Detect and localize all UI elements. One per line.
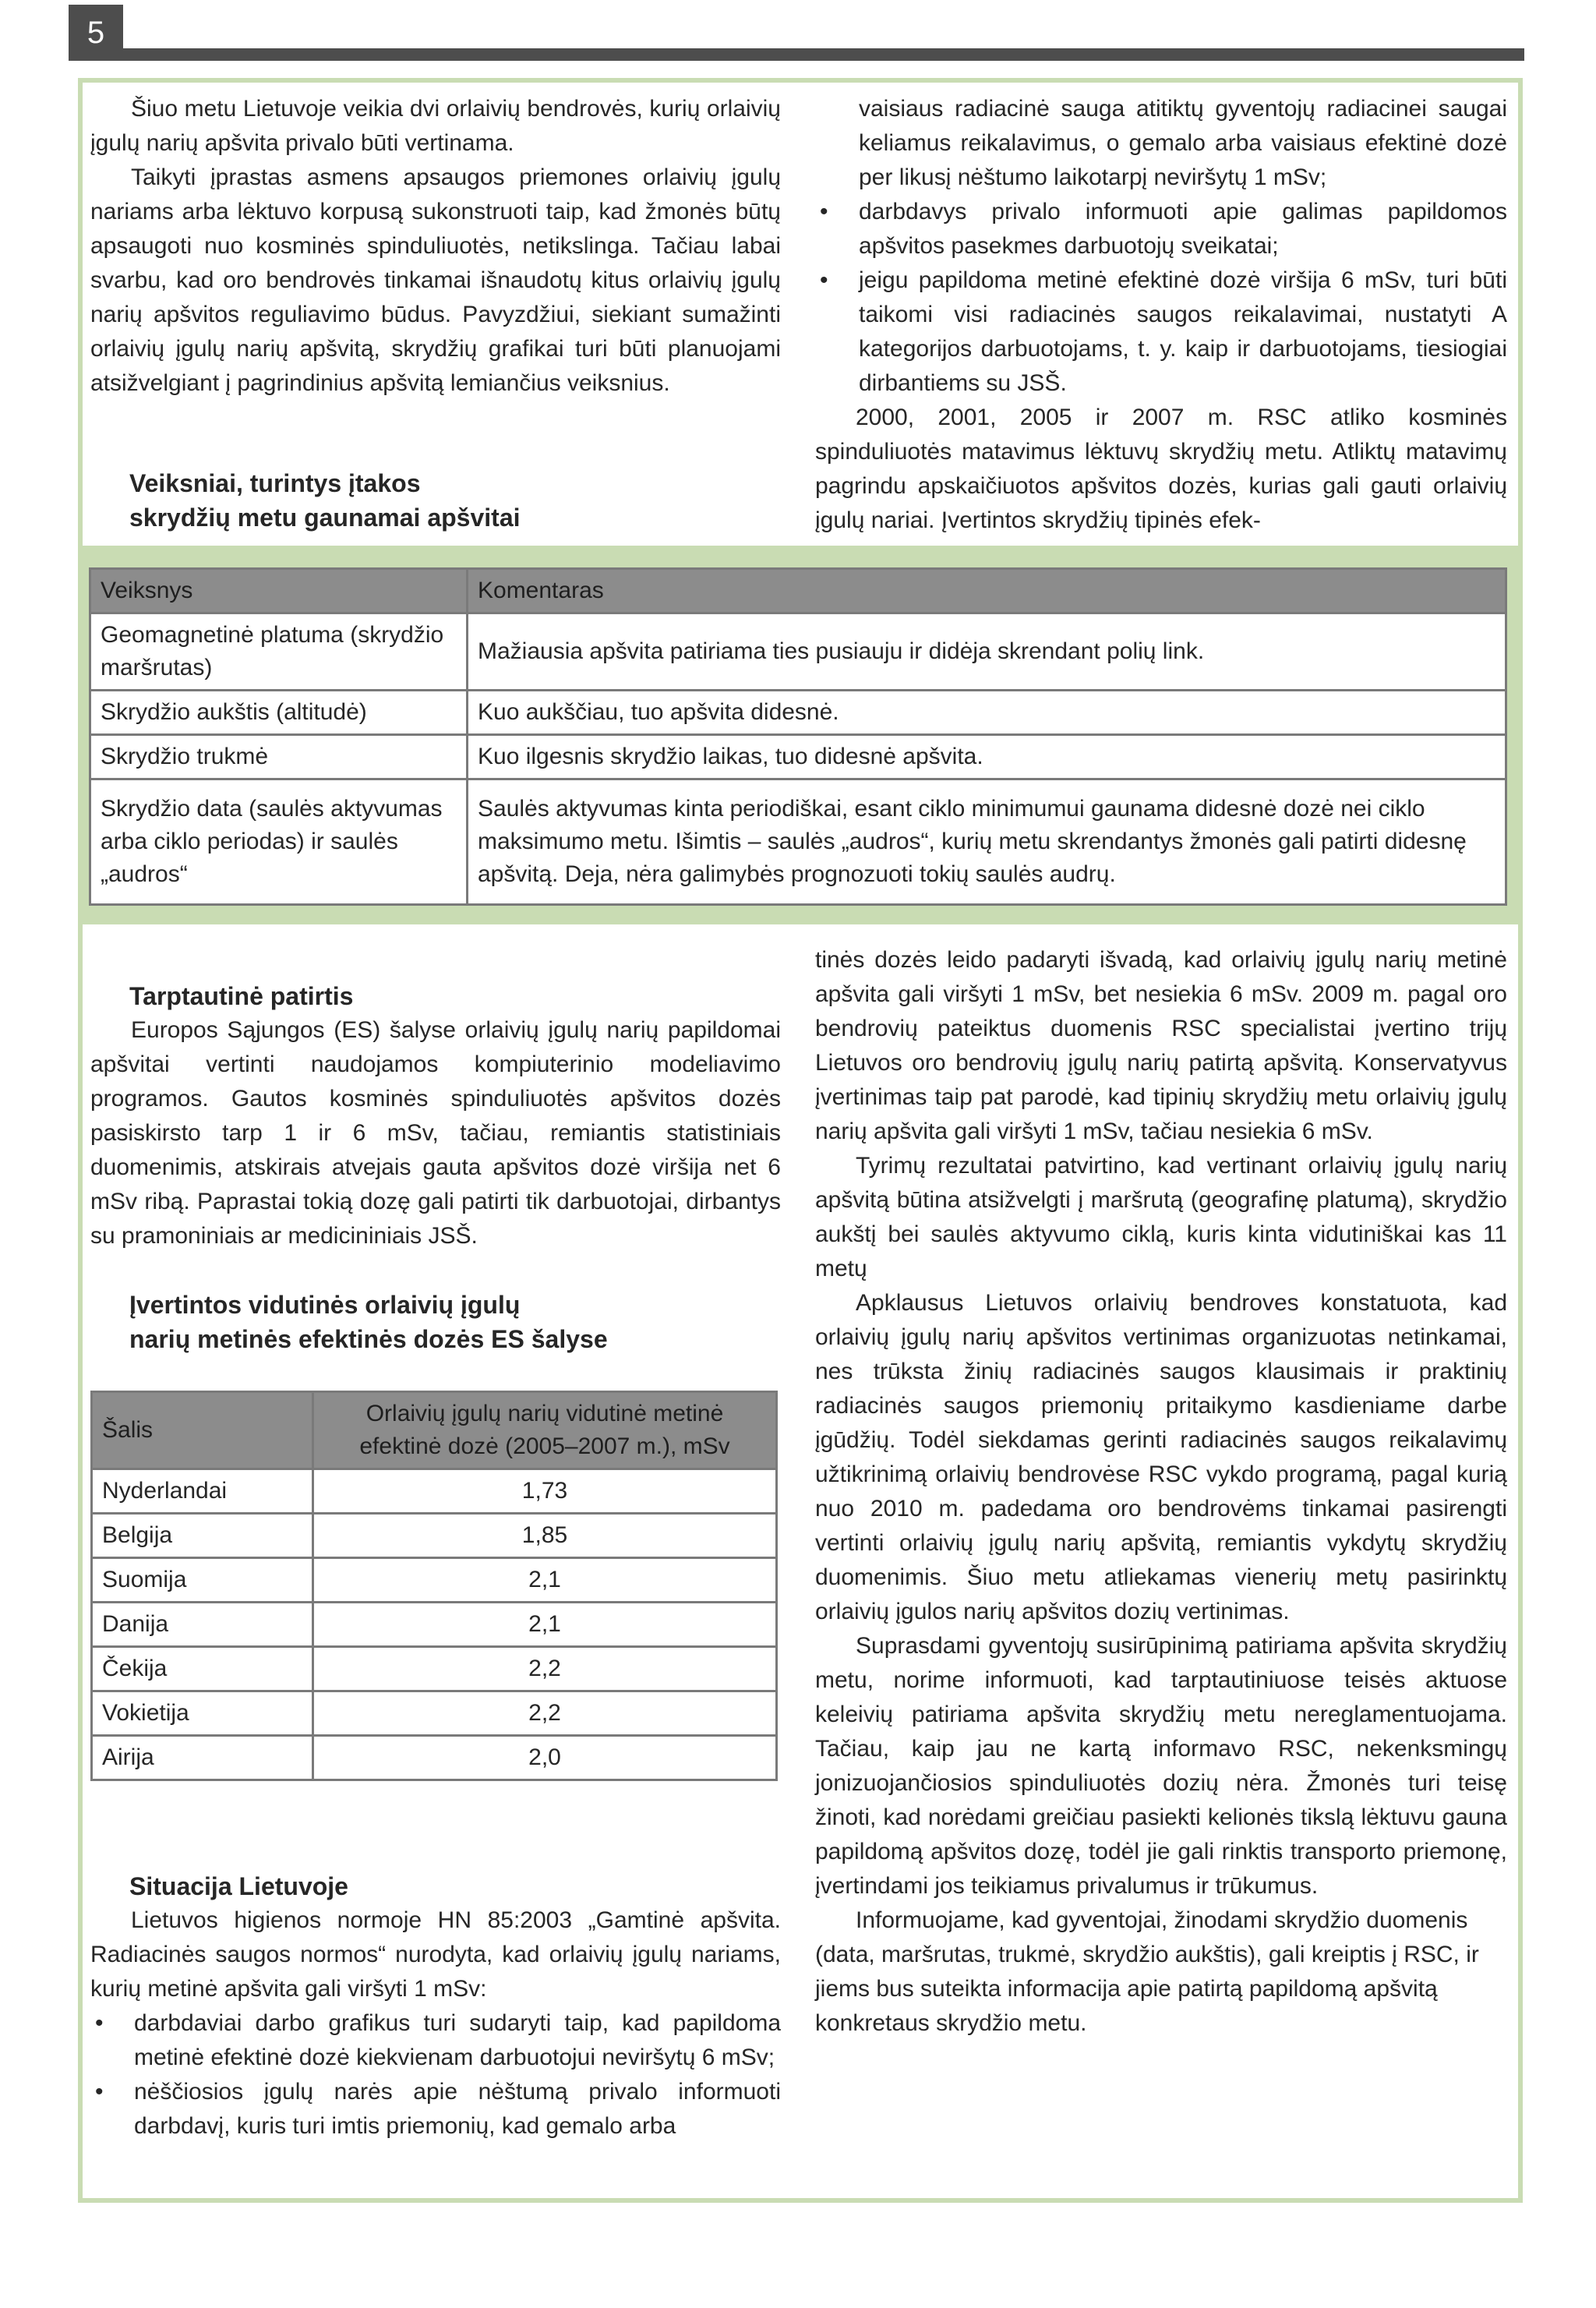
header-rule bbox=[69, 48, 1524, 61]
dose-cell: 1,85 bbox=[313, 1514, 777, 1558]
table-cell: Saulės aktyvumas kinta periodiškai, esant ciklo minimumui gaunama didesnė dozė nei ciklo maksimumo metu. Išimtis – saulės „audros“, kurių metu skrendantys žmonės gali patirti didesnę apšvitą. Deja, nėra galimybės prognozuoti tokių saulės audrų. bbox=[468, 779, 1506, 905]
country-cell: Suomija bbox=[92, 1558, 313, 1603]
table-cell: Kuo ilgesnis skrydžio laikas, tuo didesnė apšvita. bbox=[468, 735, 1506, 779]
section-lithuania-heading: Situacija Lietuvoje bbox=[129, 1872, 348, 1900]
dose-cell: 2,2 bbox=[313, 1691, 777, 1736]
column-header: Komentaras bbox=[468, 569, 1506, 613]
factors-table bbox=[89, 567, 1507, 906]
column-header: Veiksnys bbox=[90, 569, 468, 613]
paragraph: Informuojame, kad gyventojai, žinodami skrydžio duomenis (data, maršrutas, trukmė, skrydžio aukštis), gali kreiptis į RSC, ir jiems bus suteikta informacija apie patirtą papildomą apšvitą konkretaus skrydžio metu. bbox=[815, 1907, 1479, 2036]
paragraph: tinės dozės leido padaryti išvadą, kad orlaivių įgulų narių metinė apšvita gali viršyti 1 mSv, bet nesiekia 6 mSv. 2009 m. pagal oro bendrovių pateiktus duomenis RSC specialistai įvertino trijų Lietuvos oro bendrovių įgulų narių patirtą apšvitą. Konservatyvus įvertinimas taip pat parodė, kad tipinių skrydžių metu orlaivių įgulų narių apšvita gali viršyti 1 mSv, tačiau nesiekia 6 mSv. bbox=[815, 947, 1507, 1144]
section-international-heading: Tarptautinė patirtis bbox=[129, 982, 354, 1010]
country-cell: Belgija bbox=[92, 1514, 313, 1558]
table-cell: Skrydžio aukštis (altitudė) bbox=[90, 691, 468, 735]
paragraph: Taikyti įprastas asmens apsaugos priemones orlaivių įgulų nariams arba lėktuvo korpusą sukonstruoti taip, kad žmonės būtų apsaugoti nuo kosminės spinduliuotės, netikslinga. Tačiau labai svarbu, kad oro bendrovės tinkamai išnaudotų kitus orlaivių įgulų narių apšvitos reguliavimo būdus. Pavyzdžiui, siekiant sumažinti orlaivių įgulų narių apšvitą, skrydžių grafikai turi būti planuojami atsižvelgiant į pagrindinius apšvitą lemiančius veiksnius. bbox=[90, 164, 781, 396]
dose-cell: 2,1 bbox=[313, 1558, 777, 1603]
right-column-top bbox=[815, 92, 1507, 538]
dose-cell: 1,73 bbox=[313, 1469, 777, 1514]
country-cell: Airija bbox=[92, 1736, 313, 1780]
table-cell: Mažiausia apšvita patiriama ties pusiauju ir didėja skrendant polių link. bbox=[468, 613, 1506, 691]
bullet-list bbox=[90, 2006, 781, 2144]
paragraph: Lietuvos higienos normoje HN 85:2003 „Gamtinė apšvita. Radiacinės saugos normos“ nurodyta, kad orlaivių įgulų nariams, kurių metinė apšvita gali viršyti 1 mSv: bbox=[90, 1907, 781, 2002]
table-row bbox=[90, 735, 1506, 779]
table-row bbox=[90, 613, 1506, 691]
column-header: Orlaivių įgulų narių vidutinė metinė efektinė dozė (2005–2007 m.), mSv bbox=[313, 1392, 777, 1469]
paragraph: Šiuo metu Lietuvoje veikia dvi orlaivių bendrovės, kurių orlaivių įgulų narių apšvita privalo būti vertinama. bbox=[90, 96, 781, 156]
table-row bbox=[92, 1736, 777, 1780]
column-header: Šalis bbox=[92, 1392, 313, 1469]
country-cell: Danija bbox=[92, 1603, 313, 1647]
table-cell: Kuo aukščiau, tuo apšvita didesnė. bbox=[468, 691, 1506, 735]
country-cell: Nyderlandai bbox=[92, 1469, 313, 1514]
paragraph: Apklausus Lietuvos orlaivių bendroves konstatuota, kad orlaivių įgulų narių apšvitos vertinimas organizuotas netinkamai, nes trūksta žinių radiacinės saugos klausimais ir praktinių radiacinės saugos priemonių pritaikymo kasdieniame darbe įgūdžių. Todėl siekdamas gerinti radiacinės saugos reikalavimų užtikrinimą orlaivių bendrovėse RSC vykdo programą, pagal kurią nuo 2010 m. padedama oro bendrovėms tinkamai pasirengti vertinti orlaivių įgulų narių apšvitą, remiantis vykdytų skrydžių duomenimis. Šiuo metu atliekamas vienerių metų pasirinktų orlaivių įgulos narių apšvitos dozių vertinimas. bbox=[815, 1290, 1507, 1624]
paragraph: 2000, 2001, 2005 ir 2007 m. RSC atliko kosminės spinduliuotės matavimus lėktuvų skrydžių metu. Atliktų matavimų pagrindu apskaičiuotos apšvitos dozės, kurias gali gauti orlaivių įgulų nariai. Įvertintos skrydžių tipinės efek- bbox=[815, 405, 1507, 533]
table-cell: Geomagnetinė platuma (skrydžio maršrutas) bbox=[90, 613, 468, 691]
table-row bbox=[92, 1603, 777, 1647]
dose-cell: 2,2 bbox=[313, 1647, 777, 1691]
dose-cell: 2,1 bbox=[313, 1603, 777, 1647]
right-column-bottom bbox=[815, 943, 1507, 2041]
table-row bbox=[92, 1691, 777, 1736]
paragraph: Tyrimų rezultatai patvirtino, kad vertinant orlaivių įgulų narių apšvitą būtina atsižvelgti į maršrutą (geografinę platumą), skrydžio aukštį bei saulės aktyvumo ciklą, kuris kinta vidutiniškai kas 11 metų bbox=[815, 1153, 1507, 1281]
country-cell: Čekija bbox=[92, 1647, 313, 1691]
country-cell: Vokietija bbox=[92, 1691, 313, 1736]
table-cell: Skrydžio trukmė bbox=[90, 735, 468, 779]
paragraph: Europos Sąjungos (ES) šalyse orlaivių įgulų narių papildomai apšvitai vertinti naudojamos kompiuterinio modeliavimo programos. Gautos kosminės spinduliuotės apšvitos dozės pasiskirsto tarp 1 ir 6 mSv, tačiau, remiantis statistiniais duomenimis, atskirais atvejais gauta apšvitos dozė viršija net 6 mSv ribą. Paprastai tokią dozę gali patirti tik darbuotojai, dirbantys su pramoniniais ar medicininiais JSŠ. bbox=[90, 1017, 781, 1249]
table-cell: Skrydžio data (saulės aktyvumas arba ciklo periodas) ir saulės „audros“ bbox=[90, 779, 468, 905]
page-number: 5 bbox=[69, 5, 123, 61]
table-row bbox=[92, 1514, 777, 1558]
list-item: • nėščiosios įgulų narės apie nėštumą privalo informuoti darbdavį, kuris turi imtis priemonių, kad gemalo arba bbox=[134, 2075, 781, 2144]
international-text bbox=[90, 1013, 781, 1253]
section-factors-heading: Veiksniai, turintys įtakos skrydžių metu gaunamai apšvitai bbox=[129, 469, 521, 532]
section-doses-heading: Įvertintos vidutinės orlaivių įgulų narių metinės efektinės dozės ES šalyse bbox=[129, 1291, 608, 1353]
table-row bbox=[92, 1558, 777, 1603]
list-item: • jeigu papildoma metinė efektinė dozė viršija 6 mSv, turi būti taikomi visi radiacinės saugos reikalavimai, nustatyti A kategorijos darbuotojams, t. y. kaip ir darbuotojams, tiesiogiai dirbantiems su JSŠ. bbox=[859, 263, 1507, 401]
paragraph: Suprasdami gyventojų susirūpinimą patiriama apšvita skrydžių metu, norime informuoti, kad tarptautiniuose teisės aktuose keleivių patiriama apšvita skrydžių metu nereglamentuojama. Tačiau, kaip jau ne kartą informavo RSC, nekenksmingų jonizuojančiosios spinduliuotės dozių nėra. Žmonės turi teisę žinoti, kad norėdami greičiau pasiekti kelionės tikslą lėktuvu gauna papildomą apšvitos dozę, todėl jie gali rinktis transporto priemonę, įvertindami jos teikiamus privalumus ir trūkumus. bbox=[815, 1633, 1507, 1899]
dose-cell: 2,0 bbox=[313, 1736, 777, 1780]
paragraph: vaisiaus radiacinė sauga atitiktų gyventojų radiacinei saugai keliamus reikalavimus, o gemalo arba vaisiaus efektinė dozė per likusį nėštumo laikotarpį neviršytų 1 mSv; bbox=[859, 96, 1507, 190]
doses-table bbox=[90, 1391, 778, 1781]
table-row bbox=[90, 779, 1506, 905]
list-item: • darbdaviai darbo grafikus turi sudaryti taip, kad papildoma metinė efektinė dozė kiekvienam darbuotojui neviršytų 6 mSv; bbox=[134, 2006, 781, 2075]
table-header-row bbox=[92, 1392, 777, 1469]
intro-text bbox=[90, 92, 781, 401]
table-row bbox=[90, 691, 1506, 735]
list-item: • darbdavys privalo informuoti apie galimas papildomos apšvitos pasekmes darbuotojų sveikatai; bbox=[859, 195, 1507, 263]
lithuania-text bbox=[90, 1903, 781, 2144]
bullet-list bbox=[815, 195, 1507, 401]
table-row bbox=[92, 1469, 777, 1514]
table-header-row bbox=[90, 569, 1506, 613]
table-row bbox=[92, 1647, 777, 1691]
